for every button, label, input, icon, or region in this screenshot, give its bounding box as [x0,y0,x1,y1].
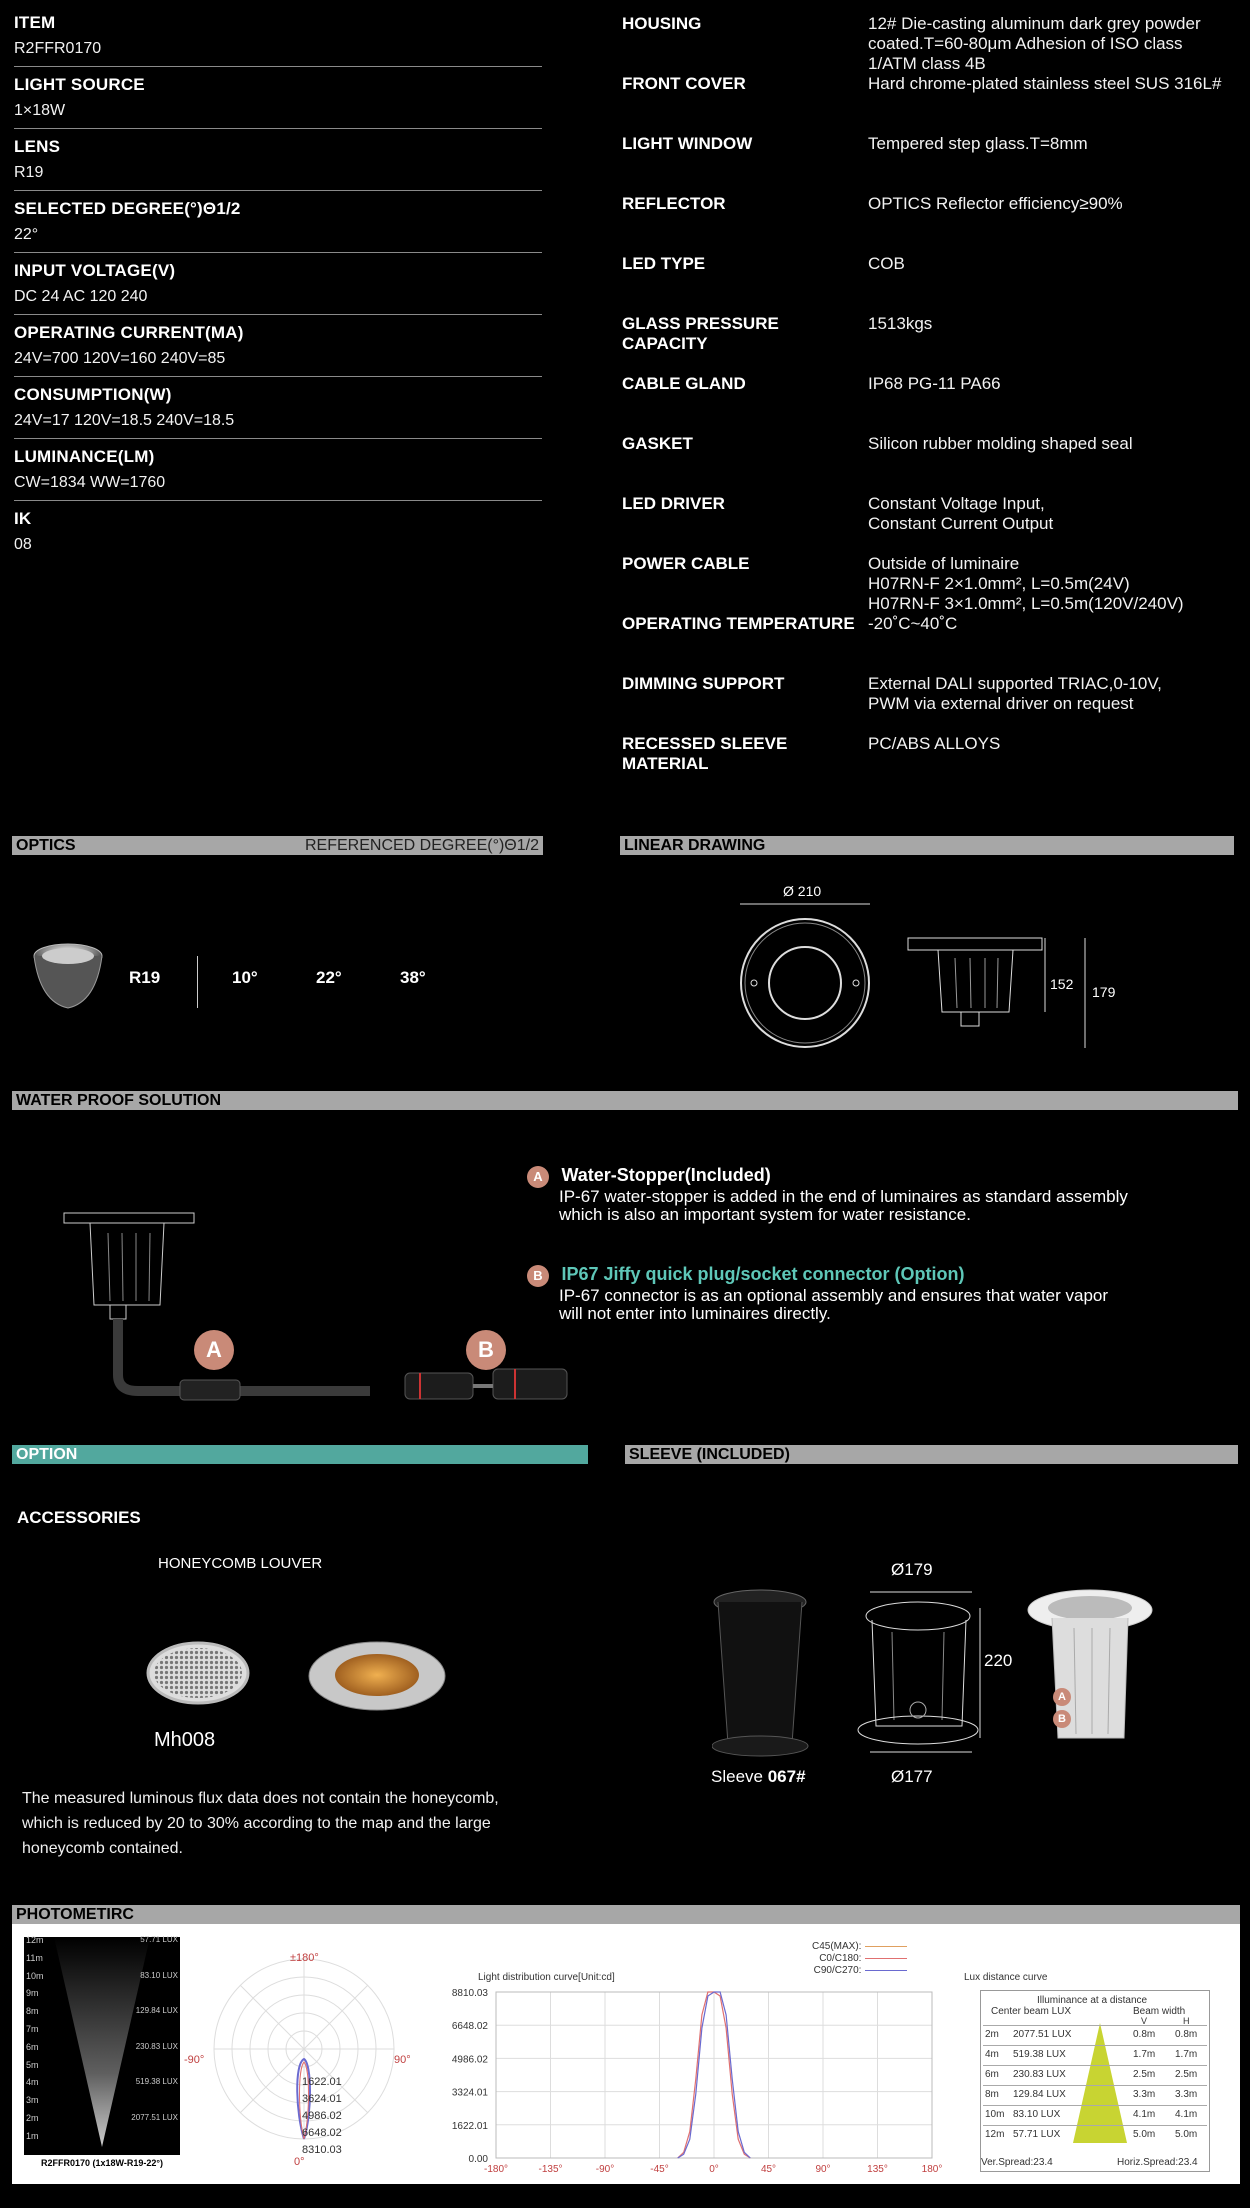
lux-cell: 12m [985,2129,1005,2140]
polar-value: 6648.02 [302,2127,342,2139]
connector-text-2: will not enter into luminaires directly. [559,1304,831,1323]
spec-row [14,260,542,315]
lux-row [983,2065,1207,2085]
accessories-heading: ACCESSORIES [17,1508,141,1527]
chart-x-tick: -135° [538,2164,563,2175]
sleeve-label-number: 067# [767,1767,806,1786]
waterproof-bar: WATER PROOF SOLUTION [12,1091,1238,1110]
spec-label: CONSUMPTION(W) [14,385,172,404]
spec-table-left [14,12,542,569]
sleeve-label [711,1767,806,1787]
option-note-line-3: honeycomb contained. [22,1840,183,1857]
cone-distance-label: 12m [26,1935,44,1945]
spec-row [622,434,1250,494]
spec-label: SELECTED DEGREE(°)Θ1/2 [14,199,241,218]
lux-cell: 57.71 LUX [1013,2129,1061,2140]
photometric-bar: PHOTOMETIRC [12,1905,1240,1924]
lux-cell: 129.84 LUX [1013,2089,1066,2100]
chart-y-tick: 6648.02 [451,2021,488,2033]
lux-cell: 4.1m [1133,2109,1156,2120]
lux-v-label: V [1141,2016,1148,2026]
lux-cell: 3.3m [1175,2089,1198,2100]
cone-distance-label: 2m [26,2113,39,2123]
lux-cell: 4m [985,2049,999,2060]
spec-value: OPTICS Reflector efficiency≥90% [868,194,1123,213]
waterproof-badge-a: A [194,1330,234,1370]
water-stopper-badge: A [527,1166,549,1188]
spec-label: DIMMING SUPPORT [622,674,785,693]
lux-cell: 6m [985,2069,999,2080]
spec-row [622,314,1250,374]
spec-label: LIGHT WINDOW [622,134,753,153]
spec-value: Hard chrome-plated stainless steel SUS 316L# [868,74,1222,93]
chart-y-tick: 1622.01 [451,2120,488,2132]
spec-row [622,14,1250,74]
spec-row [14,74,542,129]
honeycomb-installed-image [306,1640,448,1712]
chart-x-tick: 0° [709,2164,719,2175]
spec-row [622,494,1250,554]
linear-height-179: 179 [1092,984,1116,1000]
lux-cell: 0.8m [1133,2029,1156,2040]
sleeve-bar: SLEEVE (INCLUDED) [625,1445,1238,1464]
chart-y-tick: 0.00 [468,2154,488,2165]
hor-spread: Horiz.Spread:23.4 [1117,2157,1198,2168]
chart-y-tick: 3324.01 [451,2087,488,2099]
spec-label: GASKET [622,434,693,453]
lux-row [983,2045,1207,2065]
louver-model: Mh008 [154,1729,216,1751]
cone-lux-label: 2077.51 LUX [131,2113,178,2122]
cone-distance-label: 3m [26,2095,39,2106]
chart-y-tick: 4986.02 [451,2054,488,2066]
spec-label: IK [14,509,32,528]
lux-cell: 230.83 LUX [1013,2069,1066,2080]
polar-label-top: ±180° [290,1952,319,1964]
spec-row [622,674,1250,734]
lux-beam-label: Beam width [1133,2006,1186,2017]
lux-cell: 2.5m [1175,2069,1198,2080]
spec-row [622,134,1250,194]
spec-value: External DALI supported TRIAC,0-10V, PWM via external driver on request [868,674,1162,713]
spec-label: CABLE GLAND [622,374,746,393]
legend-c45 [812,1941,907,1953]
spec-value: 12# Die-casting aluminum dark grey powder coated.T=60-80μm Adhesion of ISO class 1/ATM class 4B [868,14,1201,73]
spec-row [622,554,1250,614]
waterproof-badge-b: B [466,1330,506,1370]
lux-rows [983,2025,1207,2145]
lux-cell: 2.5m [1133,2069,1156,2080]
water-stopper-block [527,1165,1128,1224]
optics-degree-38: 38° [400,968,426,987]
optics-ref-degree: REFERENCED DEGREE(°)Θ1/2 [305,837,539,854]
cone-lux-label: 129.84 LUX [135,2006,178,2016]
spec-label: LUMINANCE(LM) [14,447,155,466]
spec-label: REFLECTOR [622,194,726,213]
spec-value: CW=1834 WW=1760 [14,474,166,491]
spec-value: IP68 PG-11 PA66 [868,374,1001,393]
spec-value: 08 [14,536,32,553]
reflector-image [30,942,106,1012]
optics-title: OPTICS [16,837,76,854]
spec-label: POWER CABLE [622,554,750,573]
curve-legend [812,1941,907,1977]
connector-text-1: IP-67 connector is as an optional assembly and ensures that water vapor [559,1286,1109,1305]
cone-distance-label: 7m [26,2024,39,2034]
lux-cell: 3.3m [1133,2089,1156,2100]
chart-x-tick: -90° [595,2164,615,2175]
optics-degree-22: 22° [316,968,342,987]
chart-x-tick: 90° [815,2164,831,2175]
sleeve-top-dia: Ø179 [891,1560,933,1579]
spec-label: OPERATING CURRENT(MA) [14,323,244,342]
spec-row [622,194,1250,254]
spec-value: 1513kgs [868,314,933,333]
curve-title: Light distribution curve[Unit:cd] [478,1972,615,1983]
sleeve-height: 220 [984,1651,1013,1670]
spec-row [622,614,1250,674]
sleeve-bottom-dia: Ø177 [891,1767,933,1786]
chart-x-tick: 180° [921,2164,943,2175]
lux-row [983,2125,1207,2145]
spec-value: -20˚C~40˚C [868,614,958,633]
polar-values [302,2074,342,2159]
option-note-line-1: The measured luminous flux data does not contain the honeycomb, [22,1790,499,1807]
spec-row [14,136,542,191]
legend-c90 [812,1965,907,1977]
spec-value: 24V=700 120V=160 240V=85 [14,350,226,367]
polar-value: 4986.02 [302,2110,342,2122]
cone-lux-label: 57.71 LUX [140,1935,178,1944]
cone-distance-label: 1m [26,2130,39,2141]
spec-value: R2FFR0170 [14,40,102,57]
lux-cell: 2077.51 LUX [1013,2029,1072,2040]
photometric-panel [12,1924,1240,2184]
linear-drawing-bar: LINEAR DRAWING [620,836,1234,855]
linear-diameter: Ø 210 [783,883,822,899]
cone-lux-label: 519.38 LUX [135,2077,178,2087]
lux-cell: 10m [985,2109,1005,2120]
spec-value: PC/ABS ALLOYS [868,734,1001,753]
spec-label: LED TYPE [622,254,706,273]
legend-c0-label: C0/C180: [819,1953,862,1964]
water-stopper-text-1: IP-67 water-stopper is added in the end of luminaires as standard assembly [559,1187,1128,1206]
spec-row [14,12,542,67]
lux-table [980,1990,1210,2172]
optics-bar [12,836,543,855]
option-bar: OPTION [12,1445,588,1464]
polar-label-right: 90° [394,2054,411,2066]
spec-value: DC 24 AC 120 240 [14,288,148,305]
spec-label: ITEM [14,13,56,32]
polar-value: 1622.01 [302,2076,342,2088]
lux-row [983,2085,1207,2105]
lux-cell: 2m [985,2029,999,2040]
spec-value: 22° [14,226,39,243]
cone-lux-label: 83.10 LUX [140,1970,178,1980]
legend-c90-label: C90/C270: [813,1965,862,1976]
spec-value: Tempered step glass.T=8mm [868,134,1088,153]
lux-cell: 519.38 LUX [1013,2049,1066,2060]
spec-label: GLASS PRESSURE CAPACITY [622,314,779,353]
spec-label: LENS [14,137,61,156]
legend-c45-label: C45(MAX): [812,1941,862,1952]
cone-distance-label: 8m [26,2006,39,2017]
connector-block [527,1264,1108,1323]
honeycomb-louver-image [144,1640,252,1706]
lux-h-label: H [1183,2016,1190,2026]
spec-row [622,734,1250,794]
lux-header: Illuminance at a distance [1037,1995,1148,2006]
ver-spread: Ver.Spread:23.4 [981,2157,1053,2168]
sleeve-label-prefix: Sleeve [711,1767,768,1786]
spec-value: COB [868,254,905,273]
linear-drawing [725,900,1145,1060]
polar-value: 3624.01 [302,2093,342,2105]
chart-y-tick: 8810.03 [451,1988,488,1999]
linear-height-152: 152 [1050,976,1074,992]
chart-x-tick: 135° [867,2164,888,2175]
honeycomb-louver-label: HONEYCOMB LOUVER [158,1555,323,1572]
spec-row [14,508,542,562]
spec-table-right [622,14,1250,794]
spec-value: Constant Voltage Input, Constant Current Output [868,494,1054,533]
spec-label: OPERATING TEMPERATURE [622,614,855,633]
spec-label: LIGHT SOURCE [14,75,145,94]
cone-distance-label: 9m [26,1988,39,1999]
chart-x-tick: -45° [650,2164,669,2175]
optics-divider [197,956,198,1008]
cone-distance-label: 11m [26,1952,43,1963]
connector-badge: B [527,1265,549,1287]
cone-distance-label: 5m [26,2059,39,2070]
lux-row [983,2025,1207,2045]
legend-c0 [812,1953,907,1965]
spec-value: 24V=17 120V=18.5 240V=18.5 [14,412,235,429]
spec-label: RECESSED SLEEVE MATERIAL [622,734,788,773]
spec-value: 1×18W [14,102,66,119]
light-distribution-chart [432,1986,952,2182]
water-stopper-text-2: which is also an important system for water resistance. [559,1205,971,1224]
option-note-line-2: which is reduced by 20 to 30% according to the map and the large [22,1815,491,1832]
sleeve-illustration [712,1588,1162,1760]
lux-row [983,2105,1207,2125]
sleeve-badge-b: B [1053,1710,1071,1728]
spec-label: FRONT COVER [622,74,746,93]
chart-x-tick: -180° [483,2164,509,2175]
cone-lux-label: 230.83 LUX [135,2041,178,2051]
lux-cell: 1.7m [1133,2049,1156,2060]
lux-cell: 0.8m [1175,2029,1198,2040]
spec-row [14,384,542,439]
lux-cell: 5.0m [1175,2129,1198,2140]
lux-cell: 1.7m [1175,2049,1198,2060]
lux-cell: 5.0m [1133,2129,1156,2140]
spec-value: Outside of luminaire H07RN-F 2×1.0mm², L=0.5m(24V) H07RN-F 3×1.0mm², L=0.5m(120V/240V) [868,554,1184,613]
lux-title: Lux distance curve [964,1972,1048,1983]
polar-label-bottom: 0° [294,2156,305,2168]
spec-label: LED DRIVER [622,494,725,513]
beam-cone [24,1937,180,2171]
spec-value: R19 [14,164,44,181]
lux-cell: 8m [985,2089,999,2100]
spec-row [14,198,542,253]
water-stopper-title: Water-Stopper(Included) [561,1165,771,1185]
sleeve-badge-a: A [1053,1688,1071,1706]
cone-distance-label: 4m [26,2077,39,2088]
optics-lens: R19 [129,968,161,987]
spec-row [622,74,1250,134]
polar-label-left: -90° [184,2054,205,2066]
option-note [22,1786,499,1861]
spec-row [622,254,1250,314]
polar-value: 8310.03 [302,2144,342,2156]
spec-label: HOUSING [622,14,702,33]
spec-row [622,374,1250,434]
cone-distance-label: 6m [26,2041,39,2052]
connector-title: IP67 Jiffy quick plug/socket connector (Option) [561,1264,965,1284]
beam-cone-caption: R2FFR0170 (1x18W-R19-22°) [24,2155,180,2171]
spec-row [14,322,542,377]
spec-value: Silicon rubber molding shaped seal [868,434,1133,453]
cone-distance-label: 10m [26,1970,44,1981]
spec-row [14,446,542,501]
lux-center-label: Center beam LUX [991,2006,1072,2017]
spec-label: INPUT VOLTAGE(V) [14,261,176,280]
lux-cell: 4.1m [1175,2109,1198,2120]
optics-degree-10: 10° [232,968,258,987]
lux-cell: 83.10 LUX [1013,2109,1061,2120]
chart-x-tick: 45° [760,2164,777,2175]
